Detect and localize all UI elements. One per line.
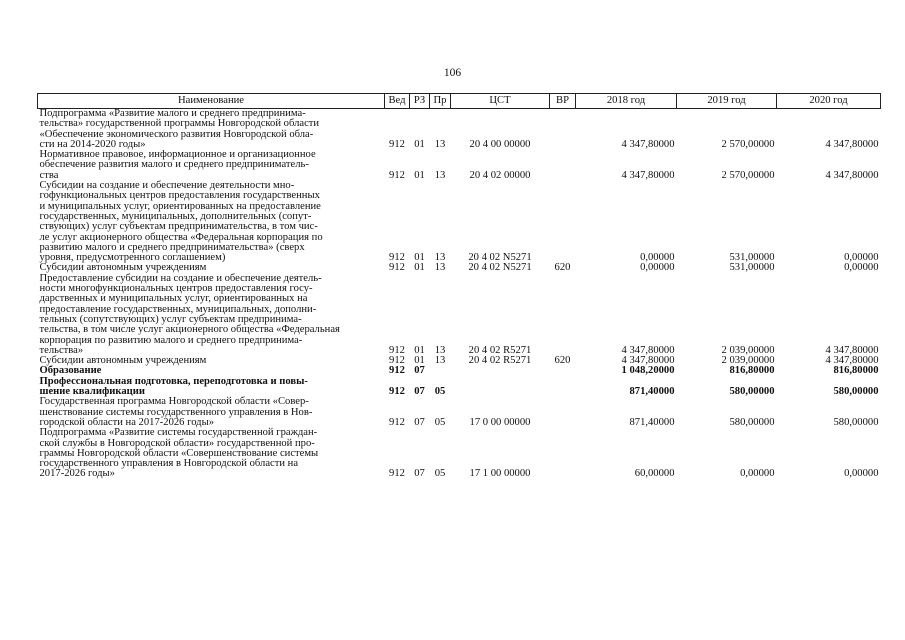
cell-pr: 13 [434, 252, 446, 264]
cell-rz: 01 [414, 344, 425, 356]
cell-name [38, 109, 385, 151]
header-ved: Вед [385, 94, 410, 109]
cell-cst: 17 0 00 00000 [469, 416, 531, 428]
cell-ved: 912 [389, 386, 405, 398]
cell-2020: 0,00000 [844, 262, 879, 274]
name-line: шенствование системы государственного управления в Нов- [39, 406, 313, 418]
header-rz: РЗ [410, 94, 430, 109]
cell-2018: 0,00000 [640, 262, 675, 274]
cell-vr [550, 109, 576, 151]
name-line: Субсидии автономным учреждениям [39, 355, 207, 367]
table-body [38, 109, 881, 480]
cell-name [38, 150, 385, 181]
cell-cst: 20 4 02 N5271 [468, 252, 532, 264]
cell-ved: 912 [389, 416, 405, 428]
cell-name [38, 397, 385, 428]
header-2020: 2020 год [777, 94, 881, 109]
budget-table [37, 93, 881, 480]
cell-vr [550, 397, 576, 428]
cell-2020: 580,00000 [833, 386, 879, 398]
name-line: городской области на 2017-2026 годы» [39, 416, 214, 428]
cell-2019: 580,00000 [729, 386, 775, 398]
table-row [38, 181, 881, 263]
cell-ved: 912 [389, 344, 405, 356]
cell-2019: 2 039,00000 [721, 344, 775, 356]
table-row [38, 428, 881, 479]
cell-vr [550, 377, 576, 398]
cell-vr: 620 [554, 355, 571, 367]
name-line: дарственных и муниципальных услуг, ориентированных на [39, 293, 308, 305]
name-line: уровня, предусмотренного соглашением) [39, 252, 226, 264]
cell-2018: 60,00000 [634, 468, 675, 480]
cell-vr [550, 428, 576, 479]
name-line: предоставление государственных, муниципальных, дополни- [39, 303, 317, 315]
name-line: Нормативное правовое, информационное и организационное [39, 149, 316, 161]
cell-cst: 20 4 02 R5271 [468, 355, 532, 367]
name-line: Образование [39, 365, 102, 377]
cell-2019: 531,00000 [729, 262, 775, 274]
cell-2018: 0,00000 [640, 252, 675, 264]
cell-name [38, 377, 385, 398]
cell-2020: 0,00000 [844, 468, 879, 480]
name-line: развитию малого и среднего предпринимательства» (сверх [39, 241, 305, 253]
cell-2019: 2 570,00000 [721, 169, 775, 181]
cell-vr [550, 366, 576, 376]
header-pr: Пр [430, 94, 451, 109]
cell-2020: 816,80000 [833, 365, 879, 377]
name-line: ле услуг акционерного общества «Федеральная корпорация по [39, 231, 323, 243]
cell-ved: 912 [389, 262, 405, 274]
name-line: Субсидии автономным учреждениям [39, 262, 207, 274]
name-line: тельных (сопутствующих) услуг субъектам предпринима- [39, 313, 302, 325]
name-line: корпорация по развитию малого и среднего предпринима- [39, 334, 303, 346]
cell-ved: 912 [389, 138, 405, 150]
cell-2018: 1 048,20000 [621, 365, 675, 377]
header-cst: ЦСТ [451, 94, 550, 109]
cell-rz: 01 [414, 169, 425, 181]
cell-2020: 580,00000 [833, 416, 879, 428]
cell-vr [550, 150, 576, 181]
cell-2019: 531,00000 [729, 252, 775, 264]
cell-rz: 01 [414, 262, 425, 274]
cell-rz: 07 [414, 468, 425, 480]
cell-2019: 580,00000 [729, 416, 775, 428]
cell-2018: 871,40000 [629, 386, 675, 398]
table-row [38, 150, 881, 181]
cell-cst: 20 4 00 00000 [469, 138, 531, 150]
name-line: тельства» государственной программы Новгородской области [39, 118, 320, 130]
cell-cst: 20 4 02 00000 [469, 169, 531, 181]
name-line: ской службы в Новгородской области» государственной про- [39, 437, 315, 449]
cell-name [38, 181, 385, 263]
header-vr: ВР [550, 94, 576, 109]
cell-rz: 01 [414, 138, 425, 150]
name-line: граммы Новгородской области «Совершенствование системы [39, 447, 319, 459]
name-line: «Обеспечение экономического развития Новгородской обла- [39, 128, 314, 140]
cell-pr [430, 366, 451, 376]
cell-2018: 4 347,80000 [621, 169, 675, 181]
name-line: тельства, в том числе услуг акционерного общества «Федеральная [39, 324, 340, 336]
name-line: ствующих) услуг субъектам предпринимательства, в том чис- [39, 221, 318, 233]
cell-2020: 4 347,80000 [825, 138, 879, 150]
table-header-row [38, 94, 881, 109]
name-line: Подпрограмма «Развитие малого и среднего предпринима- [39, 108, 306, 119]
name-line: гофункциональных центров предоставления государственных [39, 190, 320, 202]
cell-ved: 912 [389, 169, 405, 181]
cell-name [38, 274, 385, 356]
cell-2018: 871,40000 [629, 416, 675, 428]
cell-cst: 20 4 02 R5271 [468, 344, 532, 356]
cell-cst [451, 377, 550, 398]
cell-rz: 01 [414, 355, 425, 367]
cell-vr [550, 181, 576, 263]
table-row [38, 109, 881, 151]
name-line: обеспечение развития малого и среднего предприниматель- [39, 159, 309, 171]
header-2018: 2018 год [576, 94, 677, 109]
name-line: Профессиональная подготовка, переподготовка и повы- [39, 375, 308, 387]
cell-2018: 4 347,80000 [621, 138, 675, 150]
header-name: Наименование [38, 94, 385, 109]
cell-pr: 05 [434, 416, 446, 428]
cell-2019: 816,80000 [729, 365, 775, 377]
name-line: ства [39, 169, 59, 181]
table-row [38, 397, 881, 428]
name-line: Предоставление субсидии на создание и обеспечение деятель- [39, 272, 322, 284]
cell-ved: 912 [389, 365, 405, 377]
name-line: тельства» [39, 344, 84, 356]
table-row [38, 377, 881, 398]
cell-rz: 07 [414, 416, 425, 428]
page-number: 106 [443, 67, 462, 79]
name-line: 2017-2026 годы» [39, 468, 115, 480]
cell-pr: 05 [434, 468, 446, 480]
cell-name [38, 428, 385, 479]
cell-rz: 07 [414, 365, 425, 377]
cell-pr: 13 [434, 169, 446, 181]
cell-rz: 01 [414, 252, 425, 264]
name-line: Подпрограмма «Развитие системы государственной граждан- [39, 427, 318, 439]
name-line: шение квалификации [39, 386, 145, 398]
cell-2020: 4 347,80000 [825, 169, 879, 181]
name-line: Субсидии на создание и обеспечение деятельности мно- [39, 180, 295, 192]
cell-cst: 17 1 00 00000 [469, 468, 531, 480]
table-row [38, 274, 881, 356]
cell-pr: 13 [434, 262, 446, 274]
header-2019: 2019 год [677, 94, 777, 109]
cell-pr: 05 [434, 386, 446, 398]
cell-2020: 4 347,80000 [825, 355, 879, 367]
cell-vr [550, 274, 576, 356]
cell-2020: 0,00000 [844, 252, 879, 264]
cell-2019: 0,00000 [740, 468, 775, 480]
cell-ved: 912 [389, 252, 405, 264]
cell-pr: 13 [434, 355, 446, 367]
name-line: Государственная программа Новгородской области «Совер- [39, 396, 309, 408]
cell-ved: 912 [389, 468, 405, 480]
cell-cst [451, 366, 550, 376]
cell-ved: 912 [389, 355, 405, 367]
cell-cst: 20 4 02 N5271 [468, 262, 532, 274]
cell-2019: 2 039,00000 [721, 355, 775, 367]
cell-pr: 13 [434, 138, 446, 150]
name-line: и муниципальных услуг, ориентированных на предоставление [39, 200, 321, 212]
cell-2019: 2 570,00000 [721, 138, 775, 150]
name-line: государственного управления в Новгородской области на [39, 458, 299, 470]
name-line: сти на 2014-2020 годы» [39, 138, 146, 150]
cell-2018: 4 347,80000 [621, 344, 675, 356]
cell-2020: 4 347,80000 [825, 344, 879, 356]
name-line: государственных, муниципальных, дополнительных (сопут- [39, 210, 312, 222]
cell-2018: 4 347,80000 [621, 355, 675, 367]
cell-vr: 620 [554, 262, 571, 274]
cell-pr: 13 [434, 344, 446, 356]
cell-rz: 07 [414, 386, 425, 398]
name-line: ности многофункциональных центров предоставления госу- [39, 283, 313, 295]
